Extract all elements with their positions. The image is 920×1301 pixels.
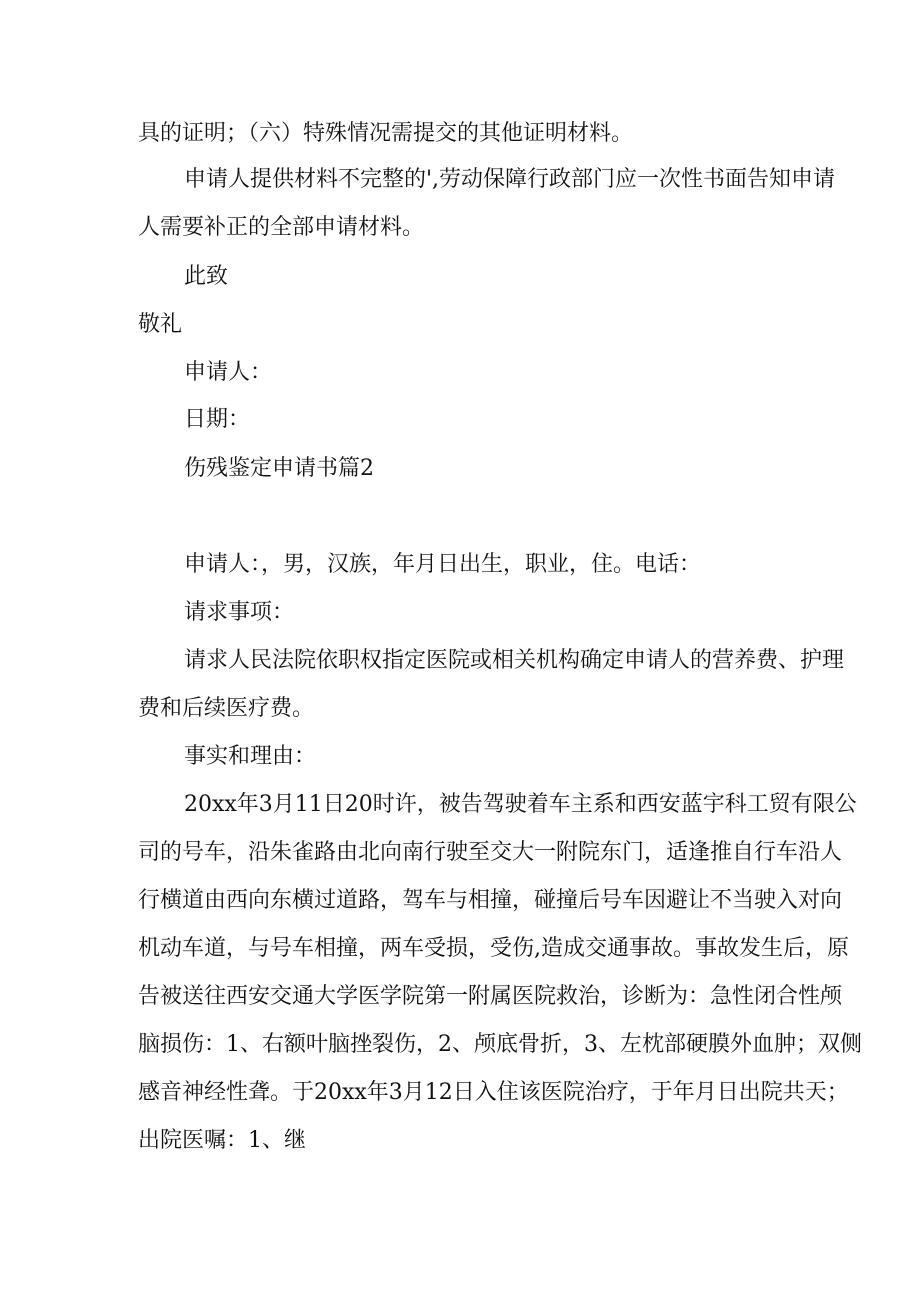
subheading: 事实和理由： [184, 744, 317, 769]
section-title: 伤残鉴定申请书篇2 [184, 456, 374, 481]
text-line: 申请人：，男，汉族，年月日出生，职业，住。电话： [184, 552, 702, 577]
text-line: 司的号车，沿朱雀路由北向南行驶至交大一附院东门，适逢推自行车沿人 [138, 840, 843, 865]
text-line: 出院医嘱：1、继 [138, 1128, 306, 1153]
text-line: 机动车道，与号车相撞，两车受损，受伤,造成交通事故。事故发生后，原 [138, 936, 849, 961]
text-line: 申请人提供材料不完整的',劳动保障行政部门应一次性书面告知申请 [184, 167, 836, 192]
text-line: 脑损伤：1、右额叶脑挫裂伤，2、颅底骨折，3、左枕部硬膜外血肿；双侧 [138, 1032, 862, 1057]
subheading: 请求事项： [184, 600, 295, 625]
text-line: 感音神经性聋。于20xx年3月12日入住该医院治疗，于年月日出院共天； [138, 1080, 849, 1105]
text-line: 20xx年3月11日20时许，被告驾驶着车主系和西安蓝宇科工贸有限公 [184, 792, 857, 817]
text-line: 告被送往西安交通大学医学院第一附属医院救治，诊断为：急性闭合性颅 [138, 984, 843, 1009]
closing-salutation: 此致 [184, 264, 229, 289]
date-label: 日期： [184, 407, 251, 432]
text-line: 行横道由西向东横过道路，驾车与相撞，碰撞后号车因避让不当驶入对向 [138, 888, 843, 913]
text-line: 请求人民法院依职权指定医院或相关机构确定申请人的营养费、护理 [184, 648, 845, 673]
closing-regards: 敬礼 [138, 312, 183, 337]
text-line: 具的证明；（六）特殊情况需提交的其他证明材料。 [138, 121, 634, 146]
text-line: 费和后续医疗费。 [138, 696, 315, 721]
applicant-signature-label: 申请人： [184, 360, 273, 385]
text-line: 人需要补正的全部申请材料。 [138, 215, 425, 240]
